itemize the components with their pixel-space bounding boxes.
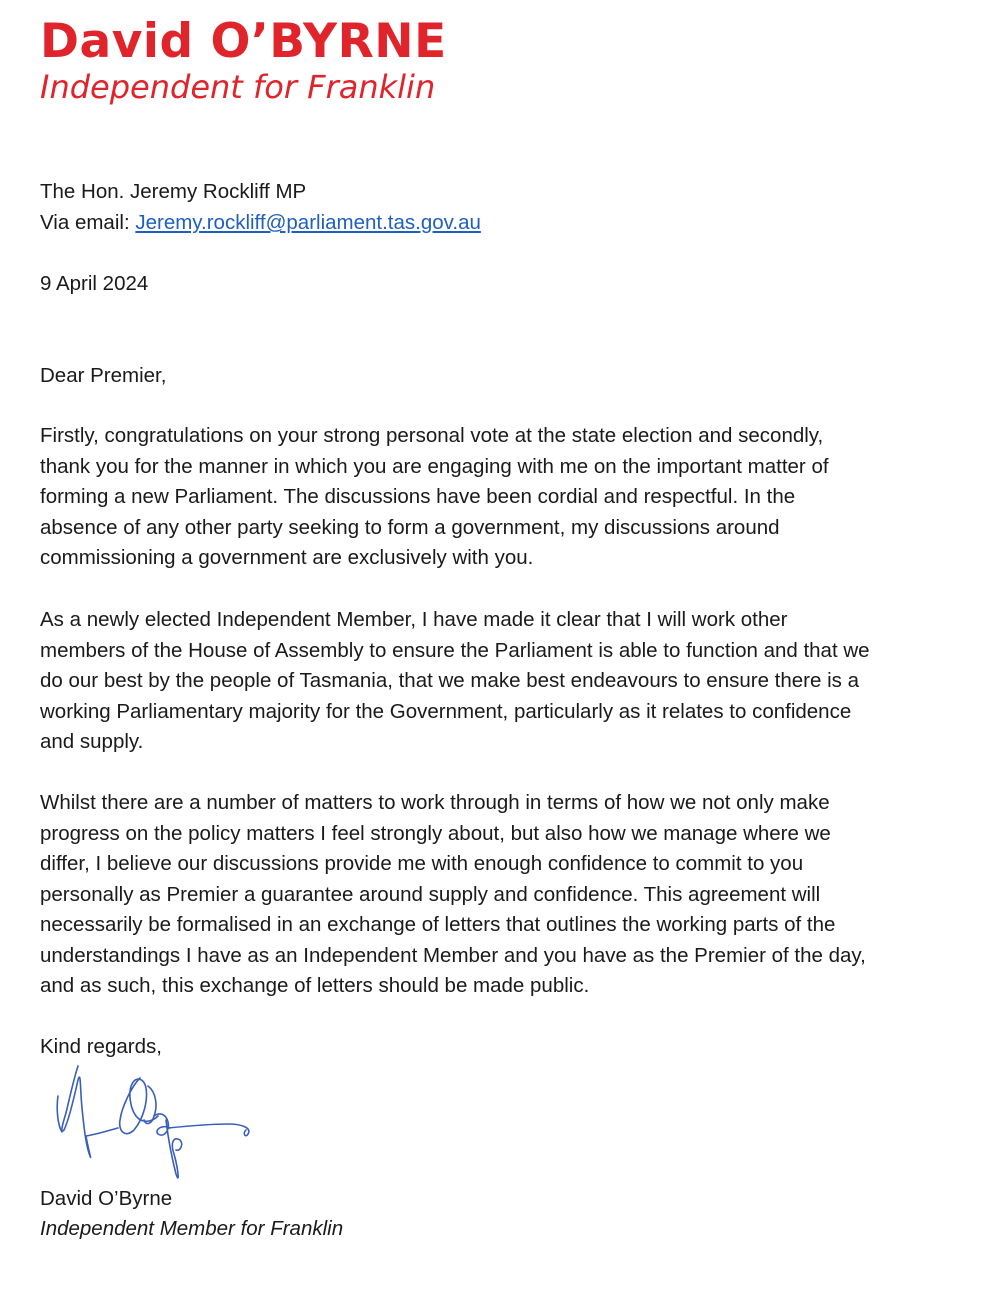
letterhead (40, 14, 447, 106)
paragraph-line: thank you for the manner in which you are engaging with me on the important matter of (40, 454, 829, 478)
recipient-email-line (40, 208, 481, 239)
paragraph-line: working Parliamentary majority for the Government, particularly as it relates to confidence (40, 699, 852, 723)
paragraph-1 (40, 421, 980, 574)
letterhead-name: David O’BYRNE (40, 14, 447, 69)
signature-image (48, 1058, 258, 1193)
closing: Kind regards, (40, 1035, 162, 1058)
paragraph-line: members of the House of Assembly to ensure the Parliament is able to function and that we (40, 638, 870, 662)
paragraph-line: differ, I believe our discussions provide me with enough confidence to commit to you (40, 852, 804, 875)
paragraph-2 (40, 605, 980, 758)
letterhead-subtitle: Independent for Franklin (40, 68, 436, 106)
paragraph-line: forming a new Parliament. The discussions have been cordial and respectful. In the (40, 485, 796, 508)
email-prefix: Via email: (40, 211, 136, 234)
recipient-email-link[interactable]: Jeremy.rockliff@parliament.tas.gov.au (135, 211, 481, 234)
paragraph-line: personally as Premier a guarantee around supply and confidence. This agreement will (40, 882, 821, 906)
signatory-name: David O’Byrne (40, 1187, 173, 1210)
paragraph-line: Firstly, congratulations on your strong personal vote at the state election and secondly, (40, 424, 824, 447)
paragraph-line: commissioning a government are exclusively with you. (40, 546, 534, 569)
paragraph-line: necessarily be formalised in an exchange of letters that outlines the working parts of the (40, 913, 836, 936)
paragraph-line: understandings I have as an Independent Member and you have as the Premier of the day, (40, 943, 866, 967)
letter-date: 9 April 2024 (40, 272, 149, 295)
paragraph-line: and supply. (40, 730, 144, 753)
paragraph-line: As a newly elected Independent Member, I have made it clear that I will work other (40, 608, 788, 631)
paragraph-line: Whilst there are a number of matters to work through in terms of how we not only make (40, 791, 830, 814)
recipient-name: The Hon. Jeremy Rockliff MP (40, 180, 307, 203)
paragraph-line: do our best by the people of Tasmania, that we make best endeavours to ensure there is a (40, 669, 859, 692)
paragraph-3 (40, 788, 980, 1002)
paragraph-line: progress on the policy matters I feel strongly about, but also how we manage where we (40, 821, 831, 845)
paragraph-line: and as such, this exchange of letters should be made public. (40, 974, 590, 997)
signatory-title: Independent Member for Franklin (40, 1217, 344, 1240)
paragraph-line: absence of any other party seeking to form a government, my discussions around (40, 515, 780, 539)
salutation: Dear Premier, (40, 364, 167, 387)
